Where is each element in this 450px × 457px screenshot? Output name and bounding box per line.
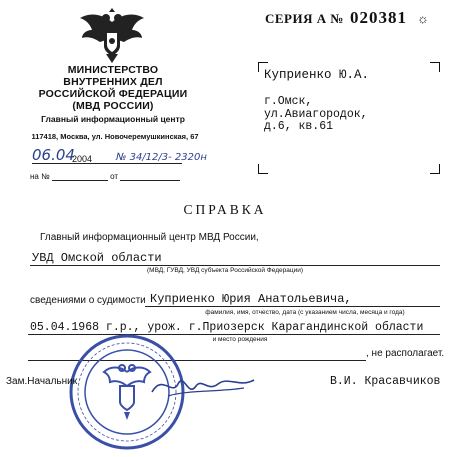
issue-year: 2004 (72, 154, 93, 164)
date-underline (32, 163, 182, 164)
intro-text: Главный информационный центр МВД России, (40, 232, 259, 243)
bracket-corner (258, 164, 268, 174)
birth-caption: и место рождения (212, 336, 268, 343)
record-label: сведениями о судимости (30, 295, 146, 306)
sun-mark-icon: ☼ (416, 11, 430, 26)
ministry-emblem-icon (76, 8, 148, 64)
signer-name: В.И. Красавчиков (330, 375, 441, 388)
signer-title: Зам.Начальник (6, 376, 78, 387)
ministry-line: ВНУТРЕННИХ ДЕЛ (63, 76, 163, 88)
issue-date: 06.04 (32, 146, 75, 164)
na-blank (52, 180, 108, 181)
closing-text: , не располагает. (366, 348, 445, 359)
document-title: СПРАВКА (183, 202, 267, 217)
ministry-line: (МВД РОССИИ) (72, 100, 154, 112)
issue-number: № 34/12/3- 2320н (116, 152, 207, 163)
reference-line (30, 172, 180, 181)
na-label: на № (30, 172, 50, 181)
series-label: СЕРИЯ А № (265, 11, 344, 26)
ministry-name (18, 64, 208, 112)
signature-icon (148, 366, 258, 406)
address-line: д.6, кв.61 (264, 120, 334, 133)
series-value: 020381 (349, 8, 407, 27)
bracket-corner (430, 62, 440, 72)
center-name: Главный информационный центр (41, 114, 185, 124)
ministry-line: МИНИСТЕРСТВО (67, 64, 159, 76)
person-name: Куприенко Юрия Анатольевича, (150, 292, 352, 306)
ministry-line: РОССИЙСКОЙ ФЕДЕРАЦИИ (38, 88, 188, 100)
recipient-address (264, 96, 368, 134)
ministry-address: 117418, Москва, ул. Новочеремушкинская, 67 (31, 132, 199, 141)
authority-value: УВД Омской области (32, 251, 162, 265)
bracket-corner (430, 164, 440, 174)
series-number (265, 8, 429, 28)
person-caption: фамилия, имя, отчество, дата (с указанием числа, месяца и года) (205, 309, 405, 316)
birth-details: 05.04.1968 г.р., урож. г.Приозерск Карагандинской области (30, 321, 424, 334)
address-line: г.Омск, (264, 95, 313, 108)
authority-caption: (МВД, ГУВД, УВД субъекта Российской Федерации) (146, 267, 304, 274)
address-line: ул.Авиагородок, (264, 107, 368, 121)
ot-blank (120, 180, 180, 181)
recipient-name: Куприенко Ю.А. (264, 68, 370, 82)
authority-line (30, 265, 440, 266)
ot-label: от (110, 172, 119, 181)
person-line (145, 306, 440, 307)
